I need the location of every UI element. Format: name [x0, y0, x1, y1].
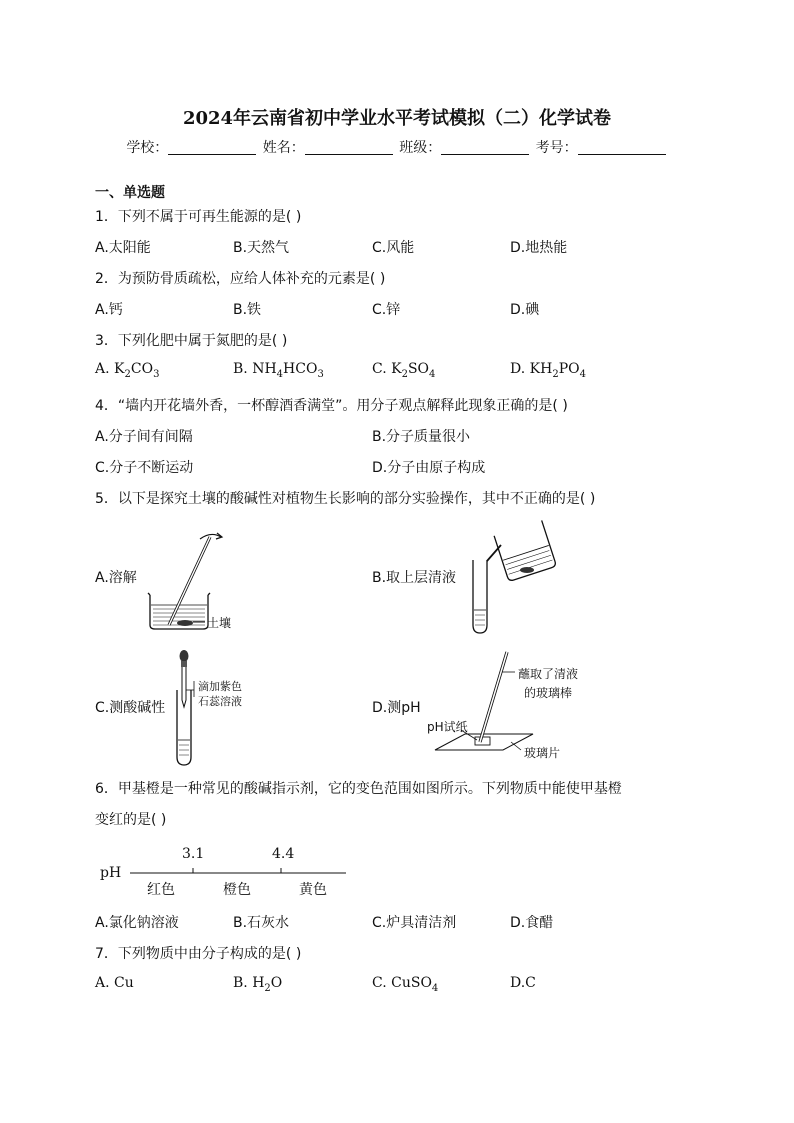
q2-option-a[interactable]: A.钙 [95, 302, 123, 318]
q7-option-c[interactable]: C. CuSO$_4$ [372, 975, 439, 994]
glass-rod-label-line1: 蘸取了清液 [518, 667, 579, 681]
ph-region-red: 红色 [147, 882, 175, 898]
q7-option-b[interactable]: B. $H_2O$ [233, 975, 283, 994]
q4-option-c[interactable]: C.分子不断运动 [95, 460, 194, 476]
q3-option-a[interactable]: A. $K_2CO_3$ [95, 361, 160, 380]
q5-option-c[interactable]: C.测酸碱性 [95, 700, 166, 716]
soil-label: 土壤 [207, 616, 232, 630]
question-4-stem: 4．“墙内开花墙外香，一杯醇酒香满堂”。用分子观点解释此现象正确的是( ) [95, 398, 568, 414]
beaker-dissolve-figure [145, 525, 265, 635]
q6-option-b[interactable]: B.石灰水 [233, 915, 290, 931]
question-5-stem: 5．以下是探究土壤的酸碱性对植物生长影响的部分实验操作，其中不正确的是( ) [95, 491, 596, 507]
q4-option-d[interactable]: D.分子由原子构成 [372, 460, 486, 476]
q2-option-c[interactable]: C.锌 [372, 302, 401, 318]
class-label: 班级： [399, 140, 442, 156]
ph-region-yellow: 黄色 [299, 882, 327, 898]
name-label: 姓名： [262, 140, 305, 156]
section-heading: 一、单选题 [95, 185, 165, 201]
question-6-stem-line1: 6．甲基橙是一种常见的酸碱指示剂，它的变色范围如图所示。下列物质中能使甲基橙 [95, 781, 622, 797]
ph-tick-4-4: 4.4 [272, 846, 295, 862]
q6-option-d[interactable]: D.食醋 [510, 915, 554, 931]
question-2-stem: 2．为预防骨质疏松，应给人体补充的元素是( ) [95, 271, 386, 287]
q5-option-b[interactable]: B.取上层清液 [372, 570, 457, 586]
question-1-stem: 1．下列不属于可再生能源的是( ) [95, 209, 302, 225]
ph-scale-axis [128, 868, 348, 878]
q6-option-a[interactable]: A.氯化钠溶液 [95, 915, 179, 931]
q1-option-d[interactable]: D.地热能 [510, 240, 568, 256]
dropper-label-line1: 滴加紫色 [198, 680, 242, 693]
number-label: 考号： [535, 140, 578, 156]
ph-tick-3-1: 3.1 [182, 846, 205, 862]
ph-region-orange: 橙色 [223, 882, 251, 898]
q3-option-b[interactable]: B. $NH_4HCO_3$ [233, 361, 324, 380]
pouring-figure [465, 515, 570, 640]
q2-option-b[interactable]: B.铁 [233, 302, 262, 318]
question-7-stem: 7．下列物质中由分子构成的是( ) [95, 946, 302, 962]
q7-option-d[interactable]: D.C [510, 975, 536, 991]
ph-paper-label: pH试纸 [427, 720, 468, 734]
ph-axis-label: pH [100, 865, 122, 881]
class-blank[interactable] [441, 140, 529, 155]
q4-option-b[interactable]: B.分子质量很小 [372, 429, 471, 445]
dropper-label-line2: 石蕊溶液 [198, 695, 242, 708]
question-3-stem: 3．下列化肥中属于氮肥的是( ) [95, 333, 288, 349]
q1-option-c[interactable]: C.风能 [372, 240, 415, 256]
q5-option-d[interactable]: D.测pH [372, 700, 421, 716]
school-label: 学校： [126, 140, 169, 156]
student-info-line [0, 137, 794, 157]
q5-option-a[interactable]: A.溶解 [95, 570, 137, 586]
q1-option-b[interactable]: B.天然气 [233, 240, 290, 256]
glass-rod-label-line2: 的玻璃棒 [524, 686, 573, 700]
school-blank[interactable] [168, 140, 256, 155]
question-6-stem-line2: 变红的是( ) [95, 812, 167, 828]
q2-option-d[interactable]: D.碘 [510, 302, 540, 318]
name-blank[interactable] [305, 140, 393, 155]
q1-option-a[interactable]: A.太阳能 [95, 240, 151, 256]
number-blank[interactable] [578, 140, 666, 155]
q6-option-c[interactable]: C.炉具清洁剂 [372, 915, 457, 931]
glass-slide-label: 玻璃片 [524, 746, 561, 760]
q3-option-d[interactable]: D. $KH_2PO_4$ [510, 361, 586, 380]
q4-option-a[interactable]: A.分子间有间隔 [95, 429, 193, 445]
q3-option-c[interactable]: C. $K_2SO_4$ [372, 361, 436, 380]
q7-option-a[interactable]: A. Cu [95, 975, 134, 991]
page-title: 2024年云南省初中学业水平考试模拟（二）化学试卷 [182, 108, 612, 129]
